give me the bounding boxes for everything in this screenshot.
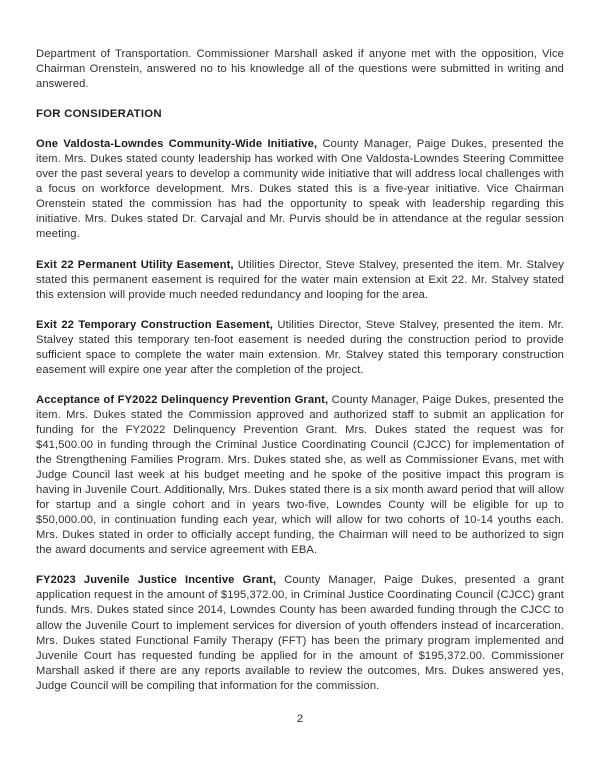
agenda-item-title: FY2023 Juvenile Justice Incentive Grant, <box>36 574 277 587</box>
agenda-item-body: County Manager, Paige Dukes, presented the item. Mrs. Dukes stated the Commission approved and authorized staff to submit an application for funding for the FY2022 Delinquency Prevention Grant. Mrs. Dukes stated the request was for $41,500.00 in funding through the Criminal Justice Coordinating Council (CJCC) for implementation of the Strengthening Families Program. Mrs. Dukes stated she, as well as Commissioner Evans, met with Judge Council last week at his budget meeting and he spoke of the positive impact this program is having in Juvenile Court. Additionally, Mrs. Dukes stated there is a six month award period that will allow for startup and a single cohort and in years two-five, Lowndes County will be eligible for up to $50,000.00, in continuation funding each year, which will allow for two cohorts of 10-14 youths each. Mrs. Dukes stated in order to officially accept funding, the Chairman will need to be authorized to sign the award documents and service agreement with EBA. <box>36 393 565 557</box>
agenda-item-title: Exit 22 Temporary Construction Easement, <box>36 318 274 331</box>
agenda-item-paragraph <box>36 573 564 693</box>
document-body <box>36 47 564 694</box>
agenda-item-body: County Manager, Paige Dukes, presented a grant application request in the amount of $195,372.00, in Criminal Justice Coordinating Council (CJCC) grant funds. Mrs. Dukes stated since 2014, Lowndes County has been awarded funding through the CJCC to allow the Juvenile Court to implement services for diversion of youth offenders instead of incarceration. Mrs. Dukes stated Functional Family Therapy (FFT) has been the primary program implemented and Juvenile Court has requested funding be applied for in the amount of $195,372.00. Commissioner Marshall asked if there are any reports available to review the outcomes, Mrs. Dukes answered yes, Judge Council will be compiling that information for the commission. <box>36 574 565 692</box>
intro-paragraph: Department of Transportation. Commissioner Marshall asked if anyone met with the opposition, Vice Chairman Orenstein, answered no to his knowledge all of the questions were submitted in writing and answered. <box>36 48 564 91</box>
agenda-item-body: County Manager, Paige Dukes, presented the item. Mrs. Dukes stated county leadership has worked with One Valdosta-Lowndes Steering Committee over the past several years to develop a community wide initiative that will address local challenges with a focus on workforce development. Mrs. Dukes stated this is a five-year initiative. Vice Chairman Orenstein stated the commission has had the opportunity to speak with leadership regarding this initiative. Mrs. Dukes stated Dr. Carvajal and Mr. Purvis should be in attendance at the regular session meeting. <box>36 138 564 241</box>
agenda-item-paragraph <box>36 137 564 242</box>
page-number: 2 <box>296 713 304 725</box>
agenda-item-body: Utilities Director, Steve Stalvey, presented the item. Mr. Stalvey stated this temporary ten-foot easement is needed during the construction period to provide sufficient space to complete the water main extension. Mr. Stalvey stated this temporary construction easement will expire one year after the completion of the project. <box>36 318 565 376</box>
agenda-item-title: Acceptance of FY2022 Delinquency Prevention Grant, <box>36 393 329 406</box>
agenda-item-body: Utilities Director, Steve Stalvey, presented the item. Mr. Stalvey stated this permanent easement is required for the water main extension at Exit 22. Mr. Stalvey stated this extension will provide much needed redundancy and looping for the area. <box>36 258 564 301</box>
agenda-item-paragraph <box>36 318 564 378</box>
agenda-item-title: One Valdosta-Lowndes Community-Wide Initiative, <box>36 138 318 151</box>
agenda-item-paragraph <box>36 393 564 559</box>
section-heading-for-consideration: FOR CONSIDERATION <box>36 108 162 121</box>
agenda-item-title: Exit 22 Permanent Utility Easement, <box>36 258 234 271</box>
agenda-item-paragraph <box>36 258 564 303</box>
